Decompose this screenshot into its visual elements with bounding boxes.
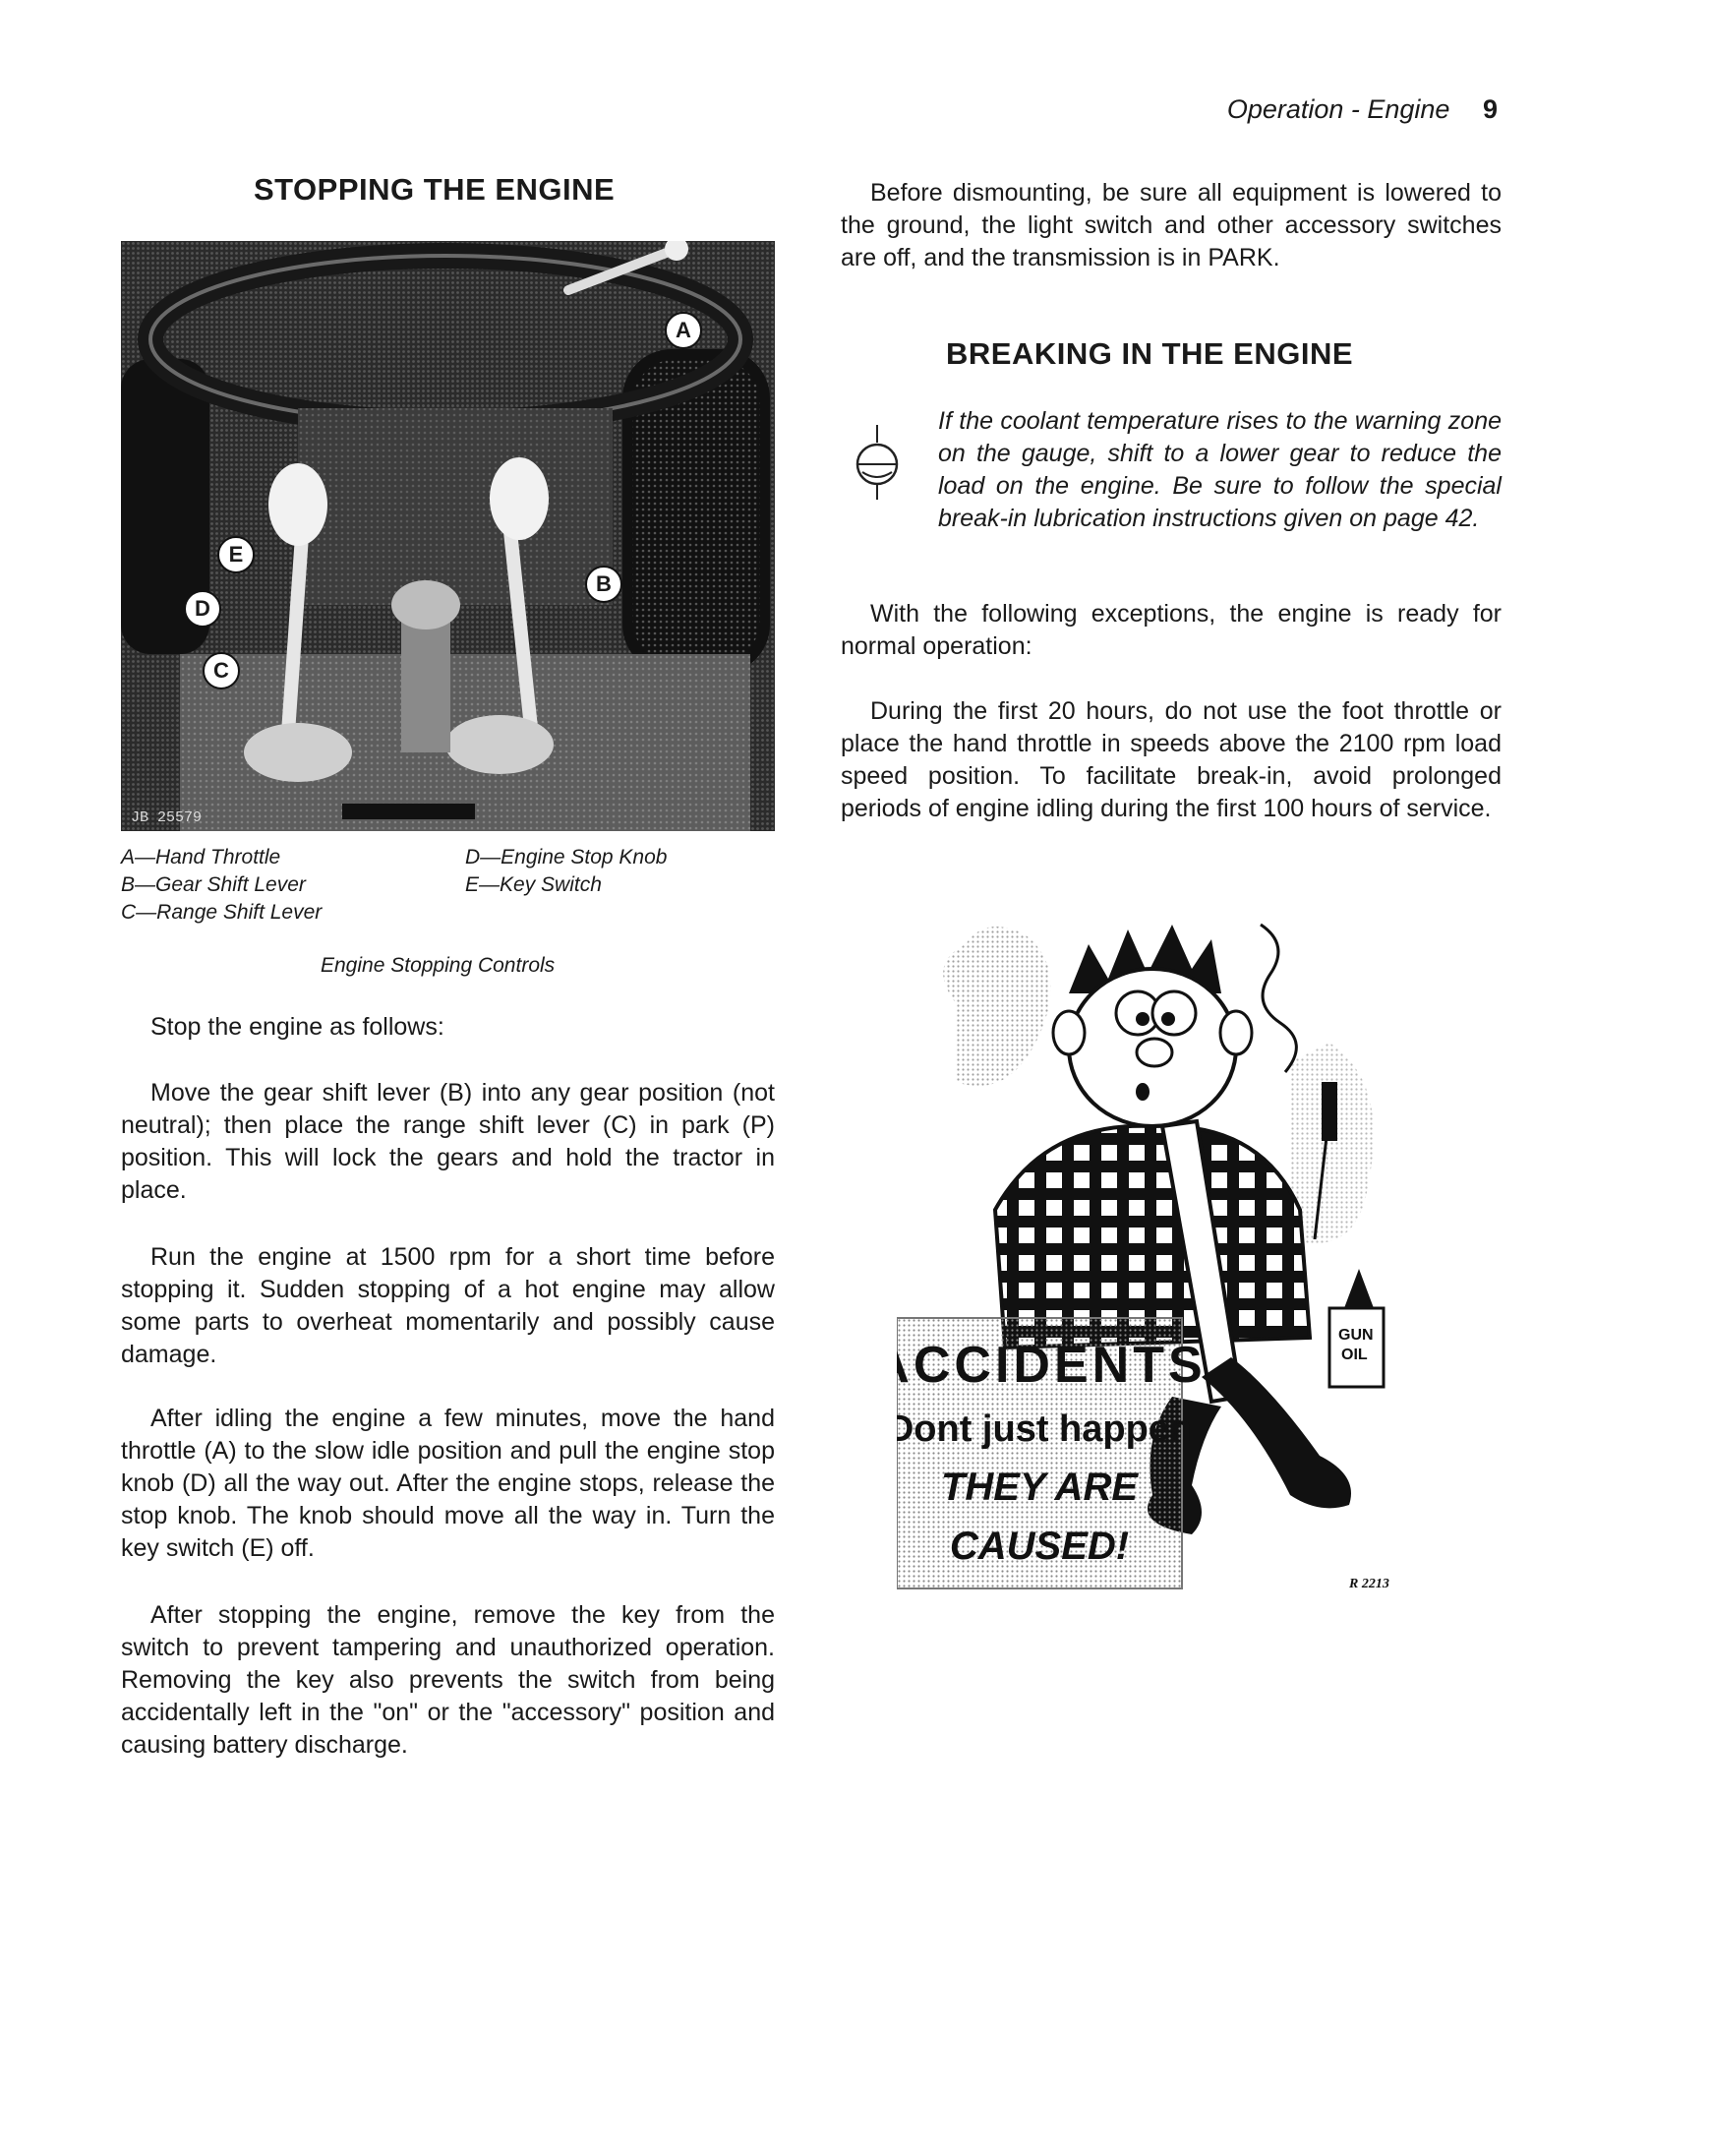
caution-block [841,405,1502,535]
callout-e: E [217,536,255,573]
safety-poster [897,885,1408,1593]
oil-can-label-1: GUN [1338,1327,1374,1344]
legend-item: C—Range Shift Lever [121,901,323,924]
section-title: Operation - Engine [1226,94,1450,124]
stopping-title: STOPPING THE ENGINE [254,172,616,207]
legend-item: E—Key Switch [465,873,602,896]
poster-line-2: Dont just happen [897,1408,1193,1450]
paragraph: With the following exceptions, the engine is ready for normal operation: [841,600,1502,660]
paragraph: Move the gear shift lever (B) into any gear position (not neutral); then place the range shift lever (C) in park (P) position. This will lock the gears and hold the tractor in place. [121,1079,775,1204]
paragraph: After stopping the engine, remove the key from the switch to prevent tampering and unauthorized operation. Removing the key also prevents the switch from being accidentally left in the "on" or the "accessory" position and causing battery discharge. [121,1601,775,1759]
legend-column-2 [465,844,667,899]
callout-c: C [203,652,240,689]
legend-item: B—Gear Shift Lever [121,873,306,896]
poster-line-4: CAUSED! [949,1525,1130,1568]
paragraph: Run the engine at 1500 rpm for a short time before stopping it. Sudden stopping of a hot engine may allow some parts to overheat momentarily and possibly cause damage. [121,1243,775,1368]
intro-paragraph: Before dismounting, be sure all equipment is lowered to the ground, the light switch and other accessory switches are off, and the transmission is in PARK. [841,179,1502,271]
breaking-in-title: BREAKING IN THE ENGINE [946,336,1354,371]
photo-code: JB 25579 [131,809,203,826]
thermometer-icon [851,423,905,502]
oil-can-label-2: OIL [1341,1347,1368,1363]
figure-caption: Engine Stopping Controls [321,954,556,977]
legend-column-1 [121,844,322,927]
legend-item: A—Hand Throttle [121,846,281,868]
page-number: 9 [1482,94,1498,124]
callout-b: B [585,566,622,603]
poster-line-1: ACCIDENTS [897,1337,1207,1394]
callout-d: D [184,590,221,628]
page-header [1227,94,1498,125]
engine-controls-photo [121,241,775,831]
poster-line-3: THEY ARE [940,1466,1139,1509]
callout-a: A [665,312,702,349]
paragraph: Stop the engine as follows: [150,1013,444,1041]
paragraph: During the first 20 hours, do not use the foot throttle or place the hand throttle in speeds above the 2100 rpm load speed position. To facilitate break-in, avoid prolonged periods of engine idling during the first 100 hours of service. [841,697,1502,822]
cartoon-illustration [897,885,1408,1593]
caution-text: If the coolant temperature rises to the warning zone on the gauge, shift to a lower gear to reduce the load on the engine. Be sure to follow the special break-in lubrication instructions given on page 42. [938,407,1502,532]
paragraph: After idling the engine a few minutes, move the hand throttle (A) to the slow idle position and pull the engine stop knob (D) all the way out. After the engine stops, release the stop knob. The knob should move all the way in. Turn the key switch (E) off. [121,1405,775,1562]
legend-item: D—Engine Stop Knob [465,846,668,868]
poster-code: R 2213 [1349,1577,1389,1591]
